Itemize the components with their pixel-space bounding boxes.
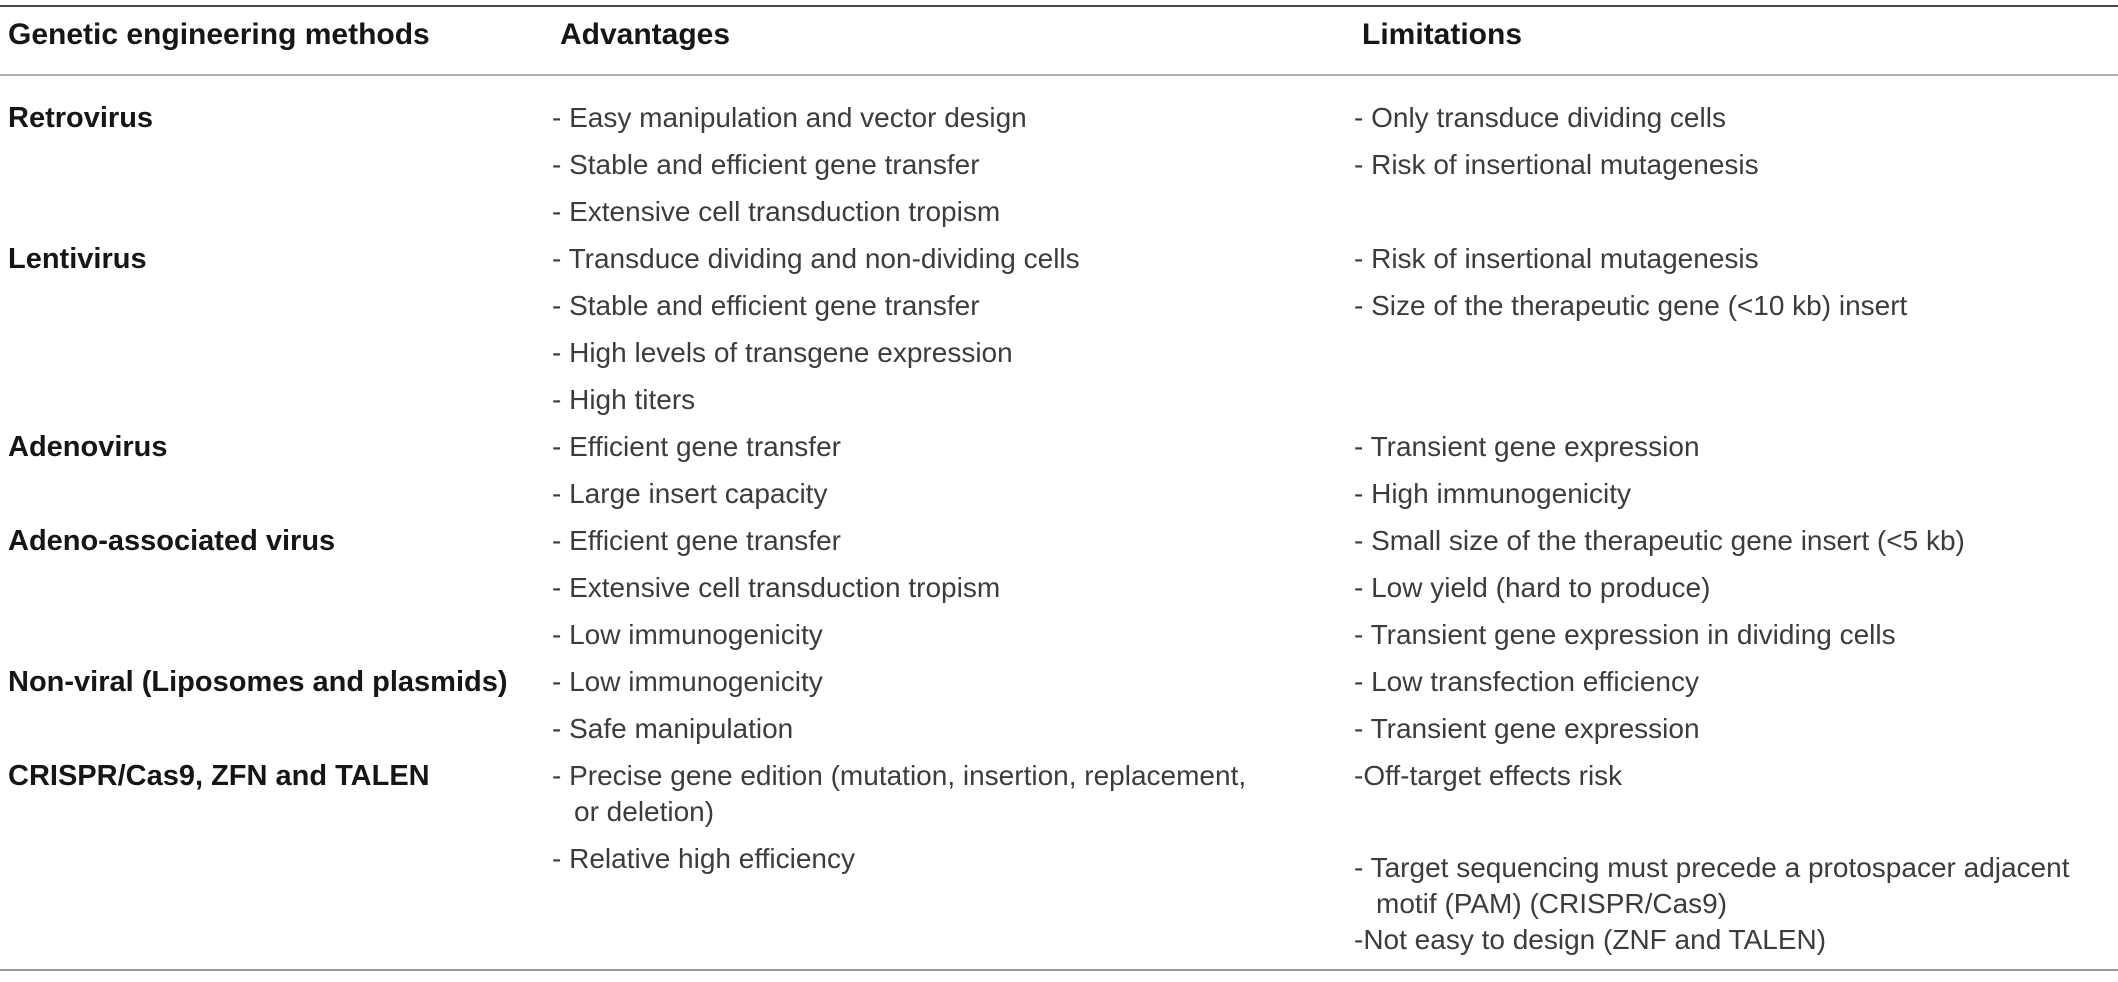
- cell-item-line: - Extensive cell transduction tropism: [552, 196, 1001, 227]
- cell-item-line: - Low yield (hard to produce): [1354, 572, 1711, 603]
- cell-item: [1354, 617, 2104, 653]
- column-header-limitations: Limitations: [1362, 18, 1523, 51]
- advantages-cell: [552, 241, 1354, 429]
- cell-item-line: - Small size of the therapeutic gene insert (<5 kb): [1354, 525, 1965, 556]
- cell-item: [1354, 711, 2104, 747]
- cell-item: [552, 617, 1354, 653]
- cell-item-line: - Large insert capacity: [552, 478, 828, 509]
- cell-item: [1354, 241, 2104, 277]
- cell-item: [552, 664, 1354, 700]
- cell-item: [1354, 429, 2104, 465]
- cell-item-line: - Transduce dividing and non-dividing cells: [552, 243, 1080, 274]
- cell-item: [1354, 147, 2104, 183]
- advantages-cell: [552, 664, 1354, 758]
- cell-item: [552, 711, 1354, 747]
- table-row: [0, 100, 2118, 241]
- cell-gap: [1354, 805, 2104, 850]
- cell-item: [1354, 758, 2104, 794]
- cell-item: [552, 429, 1354, 465]
- limitations-cell: [1354, 100, 2118, 194]
- cell-item: [1354, 288, 2104, 324]
- advantages-cell: [552, 758, 1354, 888]
- cell-item: [1354, 664, 2104, 700]
- cell-item: [552, 194, 1354, 230]
- table-bottom-rule: [0, 969, 2118, 971]
- cell-item-line: - Only transduce dividing cells: [1354, 102, 1726, 133]
- limitations-cell: [1354, 429, 2118, 523]
- cell-item: [552, 841, 1354, 877]
- cell-item: [552, 335, 1354, 371]
- cell-item-line: - Low transfection efficiency: [1354, 666, 1699, 697]
- column-header-methods: Genetic engineering methods: [8, 18, 430, 51]
- cell-item-line: - Extensive cell transduction tropism: [552, 572, 1001, 603]
- cell-item: [552, 241, 1354, 277]
- method-cell: [0, 523, 552, 559]
- cell-item: [1354, 922, 2104, 958]
- cell-item-line: - High immunogenicity: [1354, 478, 1631, 509]
- method-name: Adenovirus: [8, 431, 168, 463]
- cell-item-line: - Risk of insertional mutagenesis: [1354, 243, 1759, 274]
- cell-item: [552, 147, 1354, 183]
- cell-item-line: - High levels of transgene expression: [552, 337, 1013, 368]
- limitations-cell: [1354, 523, 2118, 664]
- cell-item-line: - Transient gene expression in dividing cells: [1354, 619, 1896, 650]
- advantages-cell: [552, 429, 1354, 523]
- method-name: CRISPR/Cas9, ZFN and TALEN: [8, 760, 430, 792]
- cell-item: [552, 523, 1354, 559]
- table-row: [0, 429, 2118, 523]
- method-cell: [0, 664, 552, 700]
- cell-item-line: - Efficient gene transfer: [552, 431, 841, 462]
- cell-item-line: -Off-target effects risk: [1354, 760, 1623, 791]
- advantages-cell: [552, 100, 1354, 241]
- column-header-advantages: Advantages: [560, 18, 731, 51]
- cell-item-line: - Precise gene edition (mutation, insertion, replacement,: [552, 760, 1247, 791]
- method-name: Retrovirus: [8, 102, 154, 134]
- cell-item: [552, 570, 1354, 606]
- cell-item: [1354, 100, 2104, 136]
- method-name: Adeno-associated virus: [8, 525, 336, 557]
- limitations-cell: [1354, 664, 2118, 758]
- cell-item-line: - Low immunogenicity: [552, 666, 823, 697]
- table-row: [0, 758, 2118, 969]
- cell-item-line: - Size of the therapeutic gene (<10 kb) insert: [1354, 290, 1908, 321]
- cell-item: [1354, 476, 2104, 512]
- cell-item: [552, 382, 1354, 418]
- cell-item: [1354, 523, 2104, 559]
- cell-item: [552, 100, 1354, 136]
- cell-item-line: - Safe manipulation: [552, 713, 794, 744]
- method-name: Lentivirus: [8, 243, 147, 275]
- method-cell: [0, 100, 552, 136]
- cell-item: [552, 476, 1354, 512]
- cell-item-line: - Low immunogenicity: [552, 619, 823, 650]
- cell-item-line: - Risk of insertional mutagenesis: [1354, 149, 1759, 180]
- table-row: [0, 241, 2118, 429]
- limitations-cell: [1354, 758, 2118, 969]
- cell-item-line: - Easy manipulation and vector design: [552, 102, 1027, 133]
- cell-item-line: - Stable and efficient gene transfer: [552, 149, 980, 180]
- cell-item-line: - Efficient gene transfer: [552, 525, 841, 556]
- cell-item: [552, 288, 1354, 324]
- cell-item-line: - Stable and efficient gene transfer: [552, 290, 980, 321]
- cell-item-line: - Transient gene expression: [1354, 431, 1700, 462]
- table-header-rule: [0, 74, 2118, 76]
- cell-item-line: motif (PAM) (CRISPR/Cas9): [1376, 888, 1728, 919]
- cell-item-line: - Transient gene expression: [1354, 713, 1700, 744]
- table-row: [0, 523, 2118, 664]
- limitations-cell: [1354, 241, 2118, 335]
- method-cell: [0, 758, 552, 794]
- cell-item-line: - Relative high efficiency: [552, 843, 855, 874]
- cell-item-line: or deletion): [574, 796, 715, 827]
- method-cell: [0, 429, 552, 465]
- cell-item: [1354, 850, 2104, 922]
- table-body: [0, 100, 2118, 969]
- table-top-rule: [0, 5, 2118, 7]
- cell-item-line: - Target sequencing must precede a protospacer adjacent: [1354, 852, 2070, 883]
- advantages-cell: [552, 523, 1354, 664]
- method-cell: [0, 241, 552, 277]
- method-name: Non-viral (Liposomes and plasmids): [8, 666, 508, 698]
- cell-item: [1354, 570, 2104, 606]
- cell-item-line: -Not easy to design (ZNF and TALEN): [1354, 924, 1827, 955]
- cell-item: [552, 758, 1354, 830]
- table-row: [0, 664, 2118, 758]
- cell-item-line: - High titers: [552, 384, 696, 415]
